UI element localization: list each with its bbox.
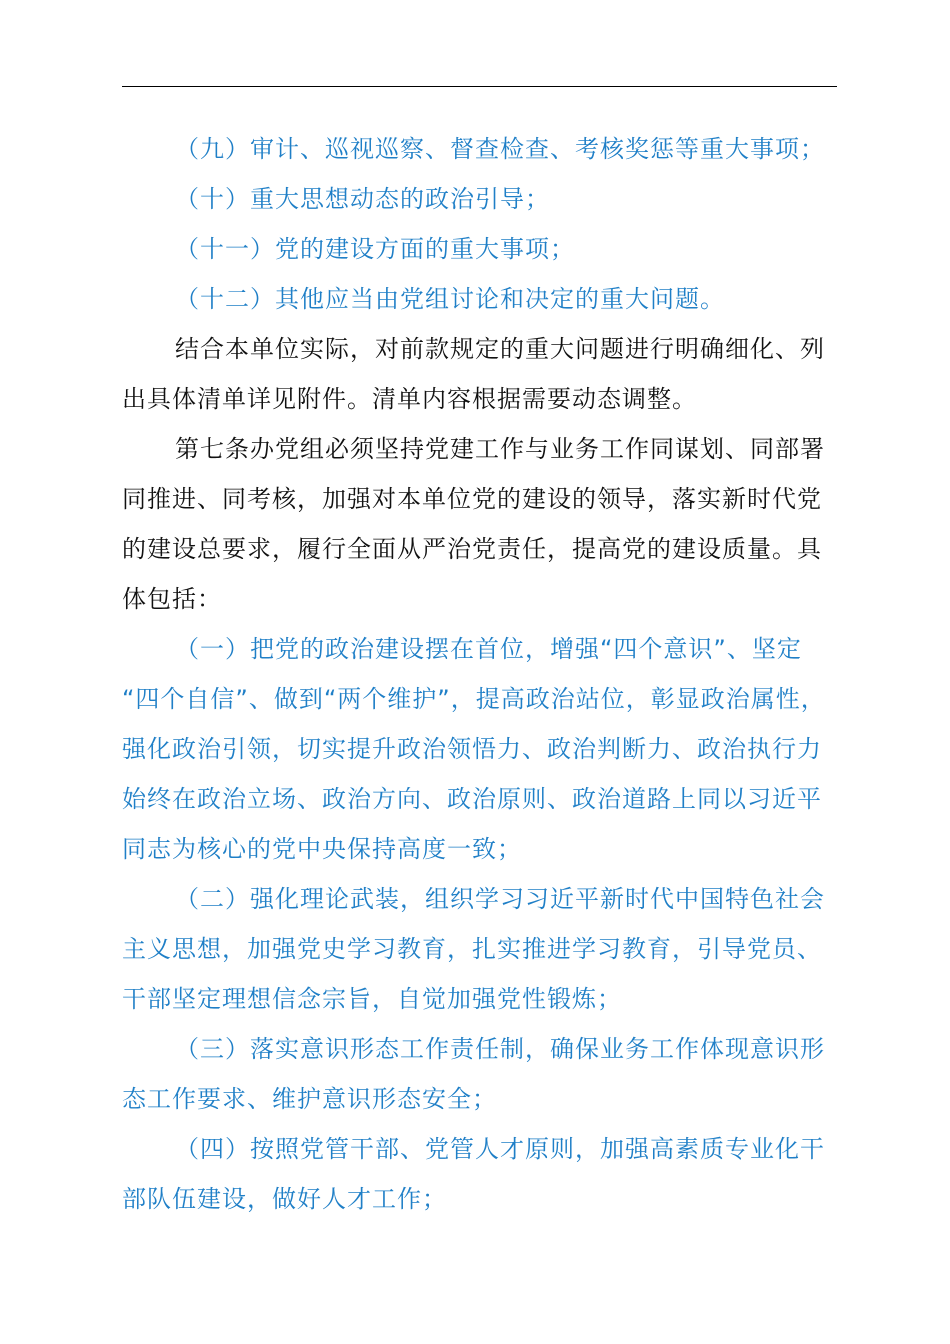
sub-item-1-line: “四个自信”、做到“两个维护”，提高政治站位，彰显政治属性，: [122, 685, 826, 713]
article-7-line: 的建设总要求，履行全面从严治党责任，提高党的建设质量。具: [122, 535, 822, 563]
sub-item-3-line: 态工作要求、维护意识形态安全；: [122, 1085, 497, 1113]
sub-item-2-line: （二）强化理论武装，组织学习习近平新时代中国特色社会: [175, 885, 825, 913]
sub-item-1-line: （一）把党的政治建设摆在首位，增强“四个意识”、坚定: [175, 635, 802, 663]
sub-item-1-line: 始终在政治立场、政治方向、政治原则、政治道路上同以习近平: [122, 785, 822, 813]
sub-item-3-line: （三）落实意识形态工作责任制，确保业务工作体现意识形: [175, 1035, 825, 1063]
paragraph-line: 结合本单位实际，对前款规定的重大问题进行明确细化、列: [175, 335, 825, 363]
header-rule: [122, 86, 837, 87]
sub-item-4-line: （四）按照党管干部、党管人才原则，加强高素质专业化干: [175, 1135, 825, 1163]
sub-item-4-line: 部队伍建设，做好人才工作；: [122, 1185, 447, 1213]
sub-item-1-line: 强化政治引领，切实提升政治领悟力、政治判断力、政治执行力: [122, 735, 822, 763]
list-item-11: （十一）党的建设方面的重大事项；: [175, 235, 575, 263]
list-item-10: （十）重大思想动态的政治引导；: [175, 185, 550, 213]
sub-item-1-line: 同志为核心的党中央保持高度一致；: [122, 835, 522, 863]
paragraph-line: 出具体清单详见附件。清单内容根据需要动态调整。: [122, 385, 697, 413]
article-7-line: 体包括：: [122, 585, 222, 613]
article-7-line: 第七条办党组必须坚持党建工作与业务工作同谋划、同部署: [175, 435, 825, 463]
article-7-line: 同推进、同考核，加强对本单位党的建设的领导，落实新时代党: [122, 485, 822, 513]
sub-item-2-line: 干部坚定理想信念宗旨，自觉加强党性锻炼；: [122, 985, 622, 1013]
list-item-12: （十二）其他应当由党组讨论和决定的重大问题。: [175, 285, 725, 313]
list-item-9: （九）审计、巡视巡察、督查检查、考核奖惩等重大事项；: [175, 135, 825, 163]
sub-item-2-line: 主义思想，加强党史学习教育，扎实推进学习教育，引导党员、: [122, 935, 822, 963]
